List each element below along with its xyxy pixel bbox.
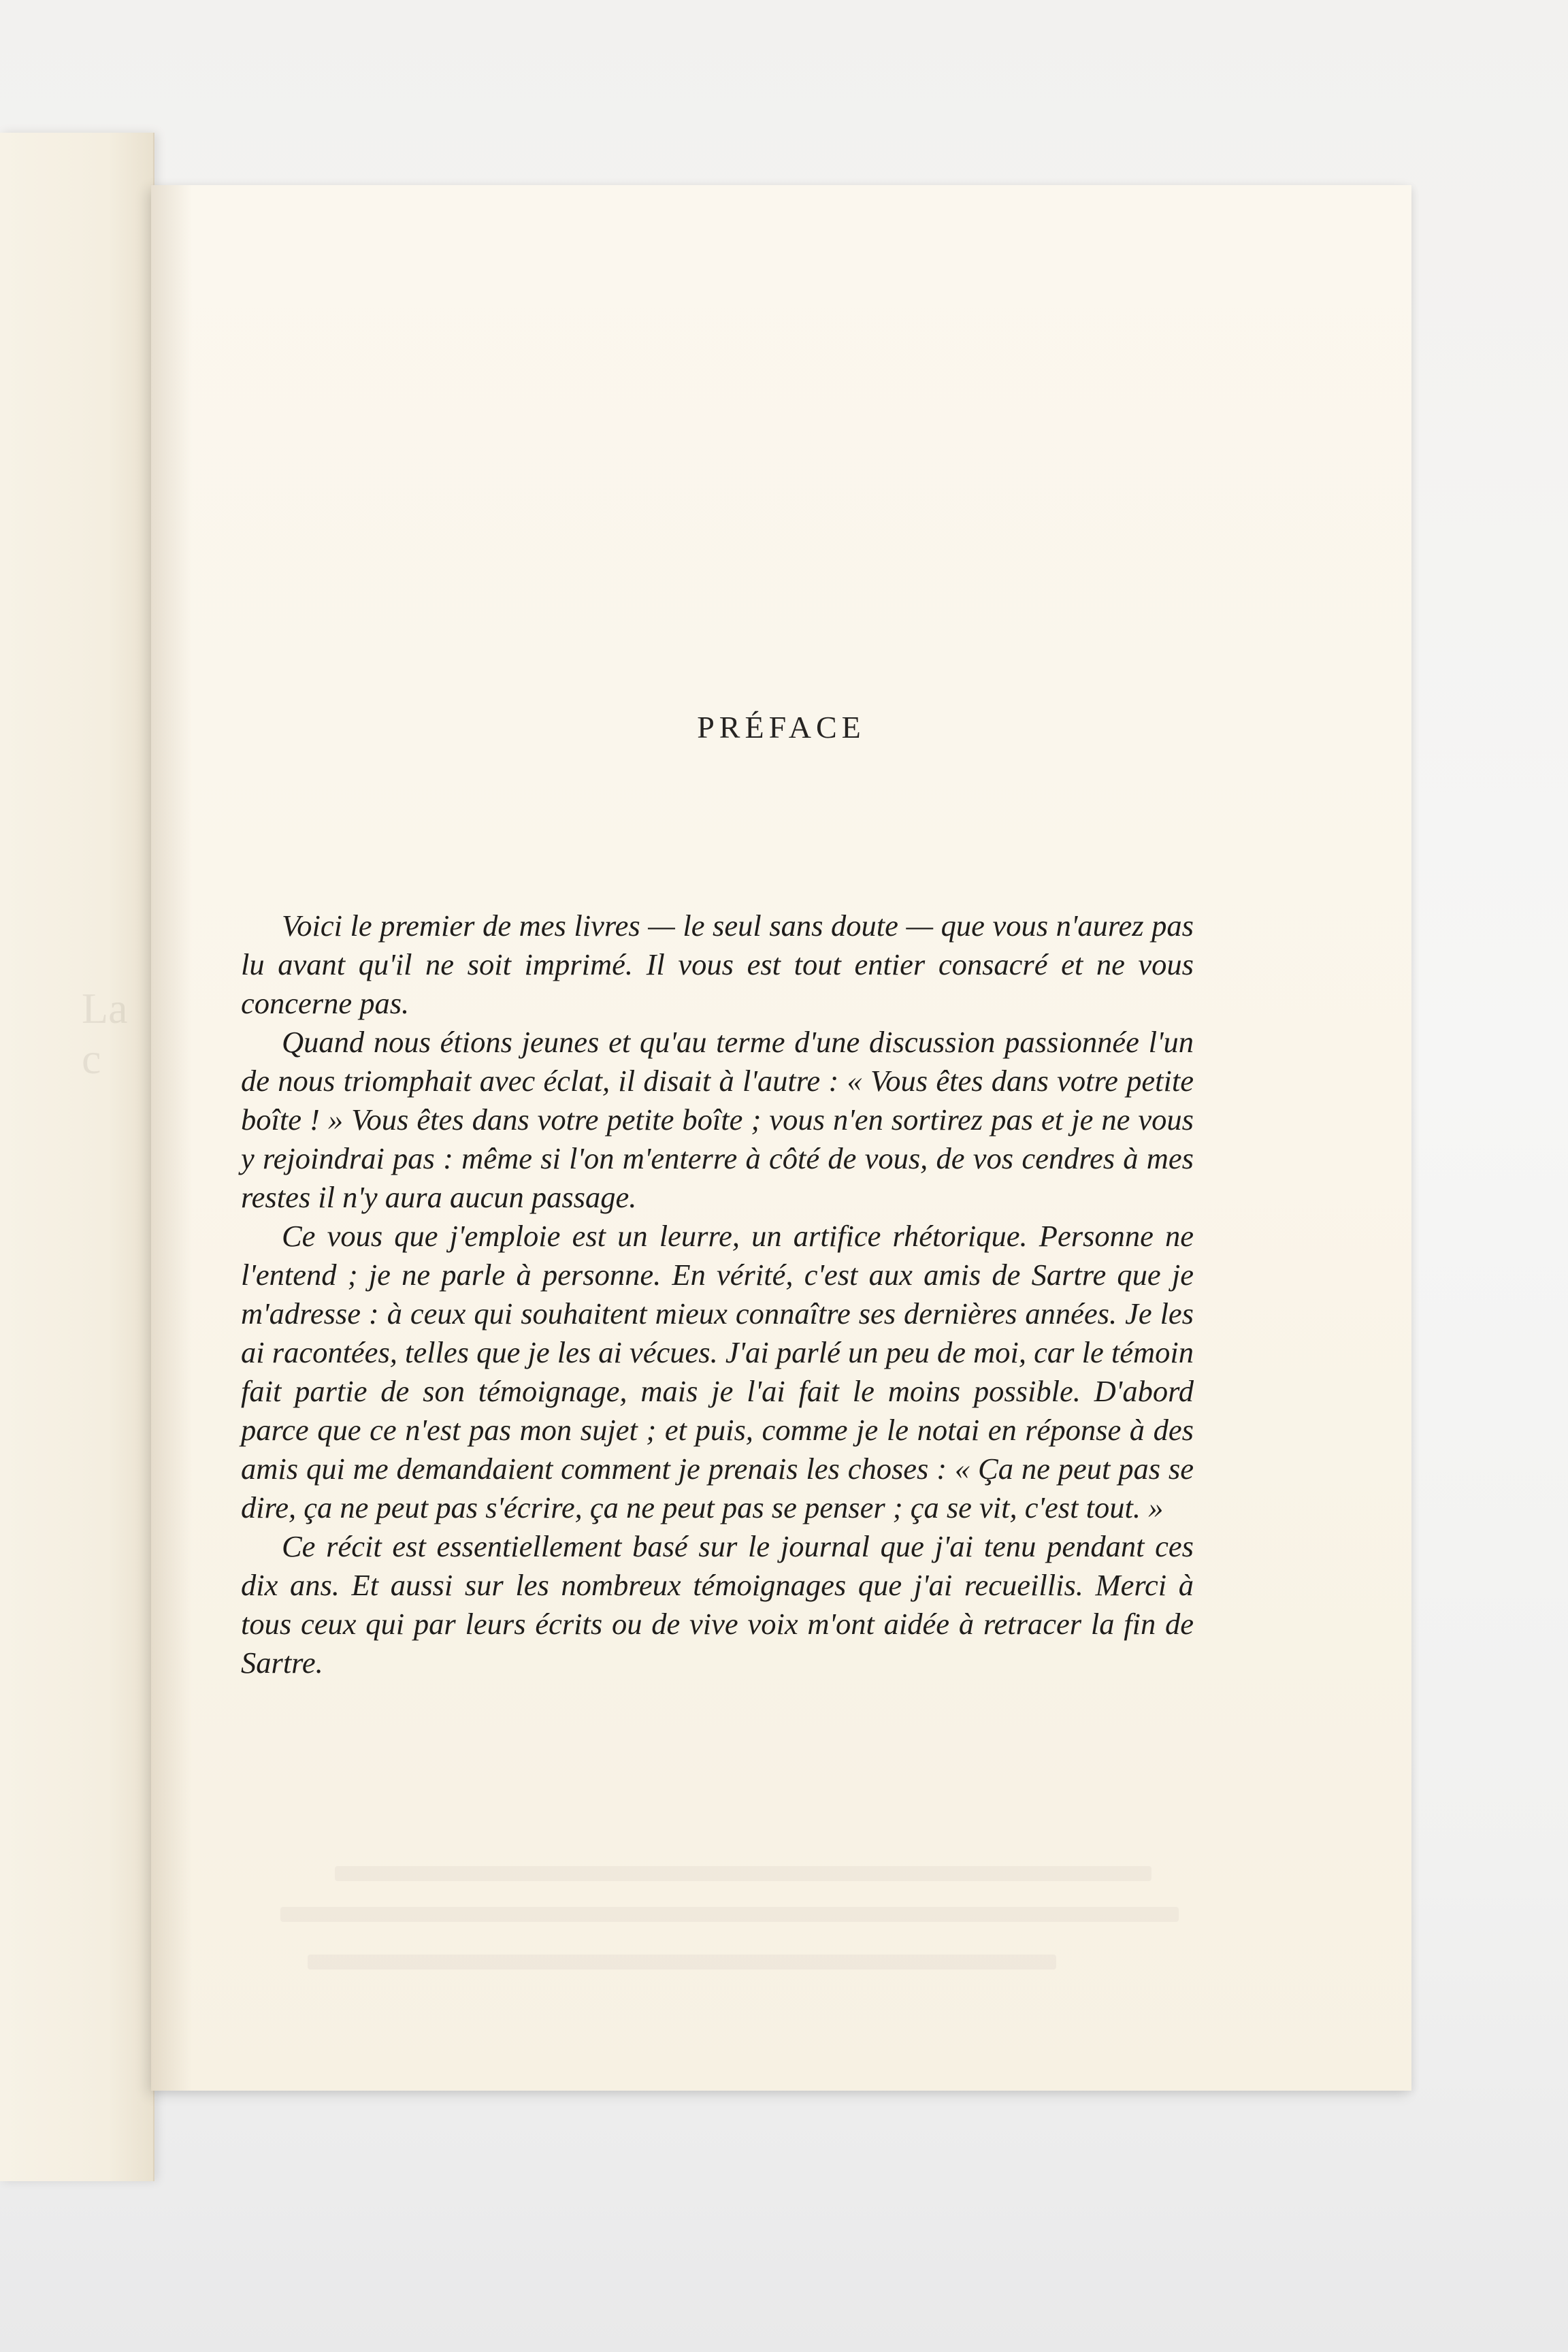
previous-page-show-through: La c [82, 984, 128, 1083]
paragraph-1: Voici le premier de mes livres — le seul sans doute — que vous n'aurez pas lu avant qu'il ne soit imprimé. Il vous est tout entier consacré et ne vous concerne pas. [241, 909, 1194, 1020]
preface-body [241, 906, 1194, 1682]
reverse-side-show-through [280, 1866, 1233, 2002]
page-gutter-shadow [151, 185, 192, 2091]
paragraph-2: Quand nous étions jeunes et qu'au terme d'une discussion passionnée l'un de nous triomphait avec éclat, il disait à l'autre : « Vous êtes dans votre petite boîte ! » Vous êtes dans votre petite boîte ; vous n'en sortirez pas et je ne vous y rejoindrai pas : même si l'on m'enterre à côté de vous, de vos cendres à mes restes il n'y aura aucun passage. [241, 1025, 1194, 1214]
paragraph-4: Ce récit est essentiellement basé sur le journal que j'ai tenu pendant ces dix ans. Et aussi sur les nombreux témoignages que j'ai recueillis. Merci à tous ceux qui par leurs écrits ou de vive voix m'ont aidée à retracer la fin de Sartre. [241, 1529, 1194, 1680]
page-title: PRÉFACE [697, 710, 866, 745]
book-page [151, 185, 1411, 2091]
previous-page-edge [0, 133, 154, 2181]
paragraph-3: Ce vous que j'emploie est un leurre, un artifice rhétorique. Personne ne l'entend ; je ne parle à personne. En vérité, c'est aux amis de Sartre que je m'adresse : à ceux qui souhaitent mieux connaître ses dernières années. Je les ai racontées, telles que je les ai vécues. J'ai parlé un peu de moi, car le témoin fait partie de son témoignage, mais je l'ai fait le moins possible. D'abord parce que ce n'est pas mon sujet ; et puis, comme je le notai en réponse à des amis qui me demandaient comment je prenais les choses : « Ça ne peut pas se dire, ça ne peut pas s'écrire, ça ne peut pas se penser ; ça se vit, c'est tout. » [241, 1219, 1194, 1524]
